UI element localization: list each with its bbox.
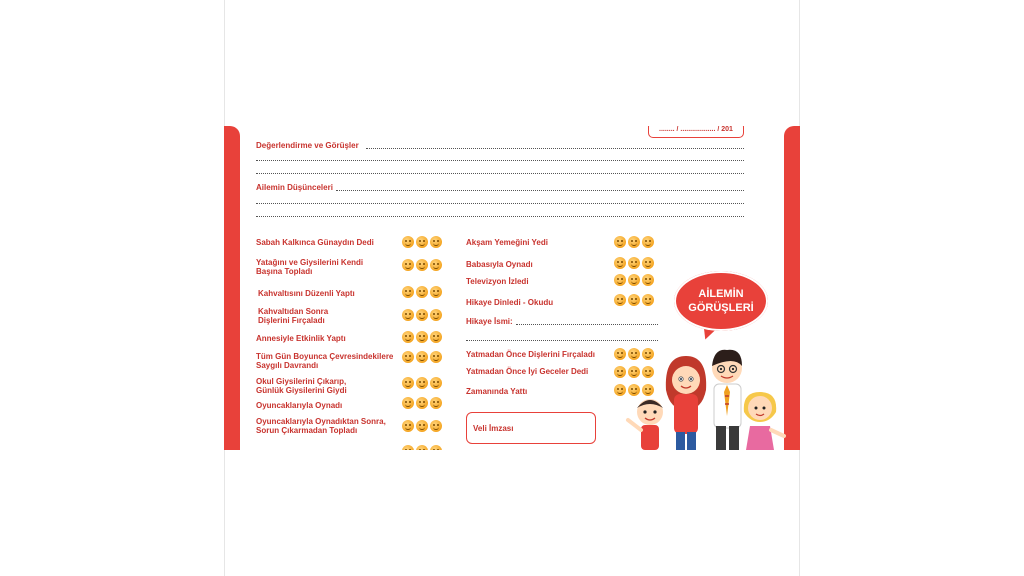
review-line[interactable] [256,173,744,174]
family-thoughts-label: Ailemin Düşünceleri [256,183,333,192]
smiley-face-icon[interactable] [628,236,640,248]
rating-faces[interactable] [402,259,442,271]
smiley-face-icon[interactable] [642,294,654,306]
review-label: Değerlendirme ve Görüşler [256,141,359,150]
rating-faces[interactable] [402,309,442,321]
smiley-face-icon[interactable] [416,445,428,450]
checklist-item: Sabah Kalkınca Günaydın Dedi [256,238,374,247]
checklist-item: Okul Giysilerini Çıkarıp, Günlük Giysilerini Giydi [256,377,347,395]
signature-label: Veli İmzası [473,424,514,433]
review-line[interactable] [256,160,744,161]
rating-faces[interactable] [402,331,442,343]
checklist-item: Kahvaltısını Düzenli Yaptı [258,289,355,298]
rating-faces[interactable] [402,397,442,409]
mother-figure [666,356,706,450]
girl-figure [744,392,784,450]
smiley-face-icon[interactable] [642,257,654,269]
smiley-face-icon[interactable] [416,351,428,363]
smiley-face-icon[interactable] [416,286,428,298]
rating-faces[interactable] [402,286,442,298]
boy-figure [628,399,663,450]
signature-box[interactable] [466,412,596,444]
rating-faces[interactable] [614,274,654,286]
smiley-face-icon[interactable] [430,236,442,248]
date-field[interactable]: ........ / .................. / 201 [648,126,744,138]
smiley-face-icon[interactable] [416,331,428,343]
checklist-item: Yatmadan Önce İyi Geceler Dedi [466,367,589,376]
family-illustration [614,346,790,450]
bubble-line-2: GÖRÜŞLERİ [688,302,754,314]
smiley-face-icon[interactable] [642,236,654,248]
smiley-face-icon[interactable] [416,397,428,409]
smiley-face-icon[interactable] [402,331,414,343]
rating-faces[interactable] [614,236,654,248]
smiley-face-icon[interactable] [402,286,414,298]
smiley-face-icon[interactable] [416,259,428,271]
rating-faces[interactable] [614,257,654,269]
checklist-item: Tüm Gün Boyunca Çevresindekilere Saygılı Davrandı [256,352,394,370]
smiley-face-icon[interactable] [614,257,626,269]
story-name-label: Hikaye İsmi: [466,317,513,326]
smiley-face-icon[interactable] [614,236,626,248]
smiley-face-icon[interactable] [430,445,442,450]
story-name-line[interactable] [516,324,658,325]
left-red-border [224,126,240,450]
smiley-face-icon[interactable] [402,445,414,450]
review-line[interactable] [366,148,744,149]
family-thoughts-line[interactable] [256,216,744,217]
smiley-face-icon[interactable] [402,397,414,409]
checklist-item: Televizyon İzledi [466,277,529,286]
smiley-face-icon[interactable] [416,236,428,248]
family-thoughts-line[interactable] [336,190,744,191]
checklist-item: Annesiyle Etkinlik Yaptı [256,334,346,343]
family-thoughts-line[interactable] [256,203,744,204]
smiley-face-icon[interactable] [402,420,414,432]
smiley-face-icon[interactable] [430,377,442,389]
checklist-item: Akşam Yemeğini Yedi [466,238,548,247]
smiley-face-icon[interactable] [628,257,640,269]
smiley-face-icon[interactable] [430,309,442,321]
checklist-item: Yatmadan Önce Dişlerini Fırçaladı [466,350,595,359]
smiley-face-icon[interactable] [402,309,414,321]
smiley-face-icon[interactable] [430,397,442,409]
activity-sheet [224,126,800,450]
checklist-item: Babasıyla Oynadı [466,260,533,269]
rating-faces[interactable] [402,377,442,389]
checklist-item: Oyuncaklarıyla Oynadıktan Sonra, Sorun Çıkarmadan Topladı [256,417,386,435]
checklist-item: Yatağını ve Giysilerini Kendi Başına Topladı [256,258,364,276]
smiley-face-icon[interactable] [430,286,442,298]
smiley-face-icon[interactable] [614,294,626,306]
smiley-face-icon[interactable] [402,236,414,248]
smiley-face-icon[interactable] [430,420,442,432]
smiley-face-icon[interactable] [430,259,442,271]
checklist-item: Oyuncaklarıyla Oynadı [256,401,343,410]
checklist-item: Kahvaltıdan Sonra Dişlerini Fırçaladı [258,307,329,325]
rating-faces[interactable] [402,420,442,432]
smiley-face-icon[interactable] [402,259,414,271]
smiley-face-icon[interactable] [628,274,640,286]
smiley-face-icon[interactable] [430,351,442,363]
smiley-face-icon[interactable] [628,294,640,306]
smiley-face-icon[interactable] [416,377,428,389]
rating-faces[interactable] [402,351,442,363]
checklist-item: Hikaye Dinledi - Okudu [466,298,554,307]
checklist-item: Zamanında Yattı [466,387,528,396]
rating-faces[interactable] [402,445,442,450]
smiley-face-icon[interactable] [416,420,428,432]
smiley-face-icon[interactable] [416,309,428,321]
bubble-line-1: AİLEMİN [698,288,744,300]
smiley-face-icon[interactable] [402,377,414,389]
story-name-line[interactable] [466,340,658,341]
smiley-face-icon[interactable] [402,351,414,363]
rating-faces[interactable] [614,294,654,306]
speech-bubble [674,271,768,331]
smiley-face-icon[interactable] [430,331,442,343]
rating-faces[interactable] [402,236,442,248]
smiley-face-icon[interactable] [642,274,654,286]
father-figure [712,350,742,450]
smiley-face-icon[interactable] [614,274,626,286]
